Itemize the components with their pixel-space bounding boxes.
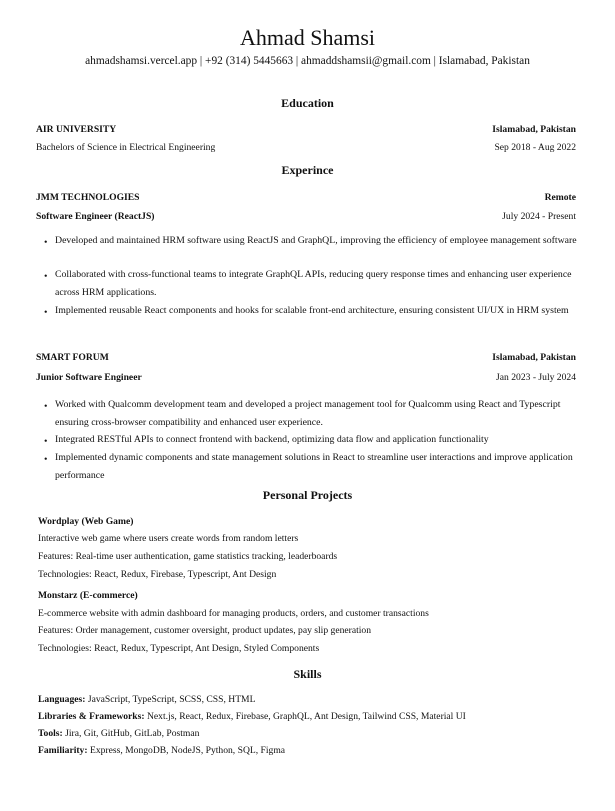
contact-line: ahmadshamsi.vercel.app | +92 (314) 5445663 | ahmaddshamsii@gmail.com | Islamabad, Pakistan — [85, 55, 530, 67]
project-title: Monstarz (E-commerce) — [38, 590, 138, 601]
education-degree: Bachelors of Science in Electrical Engineering — [36, 142, 216, 153]
section-heading-skills: Skills — [293, 667, 322, 681]
skills-row-tools — [38, 728, 199, 740]
skills-row-languages — [38, 694, 255, 706]
skills-value: JavaScript, TypeScript, SCSS, CSS, HTML — [85, 694, 256, 705]
skills-label: Libraries & Frameworks: — [38, 711, 145, 722]
education-location: Islamabad, Pakistan — [492, 124, 576, 135]
job-company: SMART FORUM — [36, 352, 109, 363]
job-title: Software Engineer (ReactJS) — [36, 211, 155, 222]
education-dates: Sep 2018 - Aug 2022 — [494, 142, 576, 153]
skills-label: Tools: — [38, 728, 63, 739]
job-dates: Jan 2023 - July 2024 — [496, 372, 576, 383]
project-features: Features: Real-time user authentication, game statistics tracking, leaderboards — [38, 551, 338, 562]
skills-row-frameworks — [38, 711, 466, 723]
skills-value: Jira, Git, GitHub, GitLab, Postman — [62, 728, 200, 739]
job-location: Islamabad, Pakistan — [492, 352, 576, 363]
project-features: Features: Order management, customer oversight, product updates, pay slip generation — [38, 625, 372, 636]
section-heading-experience: Experince — [281, 163, 334, 177]
project-description: Interactive web game where users create words from random letters — [38, 533, 299, 544]
skills-value: Next.js, React, Redux, Firebase, GraphQL, Ant Design, Tailwind CSS, Material UI — [144, 711, 466, 722]
job-company: JMM TECHNOLOGIES — [36, 192, 140, 203]
job-title: Junior Software Engineer — [36, 372, 142, 383]
bullet-marker: • — [44, 271, 48, 282]
bullet-marker: • — [44, 237, 48, 248]
job-bullet: Collaborated with cross-functional teams to integrate GraphQL APIs, reducing query response times and enhancing user experience across HRM applications. — [55, 269, 572, 298]
skills-value: Express, MongoDB, NodeJS, Python, SQL, Figma — [87, 745, 286, 756]
bullet-marker: • — [44, 436, 48, 447]
job-dates: July 2024 - Present — [502, 211, 576, 222]
skills-row-familiarity — [38, 745, 285, 757]
job-bullet: Implemented reusable React components and hooks for scalable front-end architecture, ensuring consistent UI/UX in HRM system — [55, 305, 569, 316]
job-bullet: Developed and maintained HRM software using ReactJS and GraphQL, improving the efficiency of employee management software — [55, 235, 577, 246]
bullet-marker: • — [44, 401, 48, 412]
section-heading-projects: Personal Projects — [262, 488, 353, 502]
project-title: Wordplay (Web Game) — [38, 516, 134, 527]
education-school: AIR UNIVERSITY — [36, 124, 117, 135]
project-description: E-commerce website with admin dashboard for managing products, orders, and customer transactions — [38, 608, 429, 619]
skills-label: Languages: — [38, 694, 86, 705]
resume-name: Ahmad Shamsi — [239, 25, 376, 50]
job-bullet: Worked with Qualcomm development team and developed a project management tool for Qualcomm using React and Typescript ensuring cross-browser compatibility and enhanced user experience. — [55, 399, 561, 428]
job-location: Remote — [544, 192, 576, 203]
bullet-marker: • — [44, 307, 48, 318]
section-heading-education: Education — [281, 96, 334, 110]
job-bullet: Integrated RESTful APIs to connect frontend with backend, optimizing data flow and application functionality — [55, 434, 489, 445]
bullet-marker: • — [44, 454, 48, 465]
skills-label: Familiarity: — [38, 745, 88, 756]
job-bullet: Implemented dynamic components and state management solutions in React to streamline user interactions and improve application performance — [55, 452, 573, 481]
project-technologies: Technologies: React, Redux, Firebase, Typescript, Ant Design — [38, 569, 277, 580]
project-technologies: Technologies: React, Redux, Typescript, Ant Design, Styled Components — [38, 643, 320, 654]
